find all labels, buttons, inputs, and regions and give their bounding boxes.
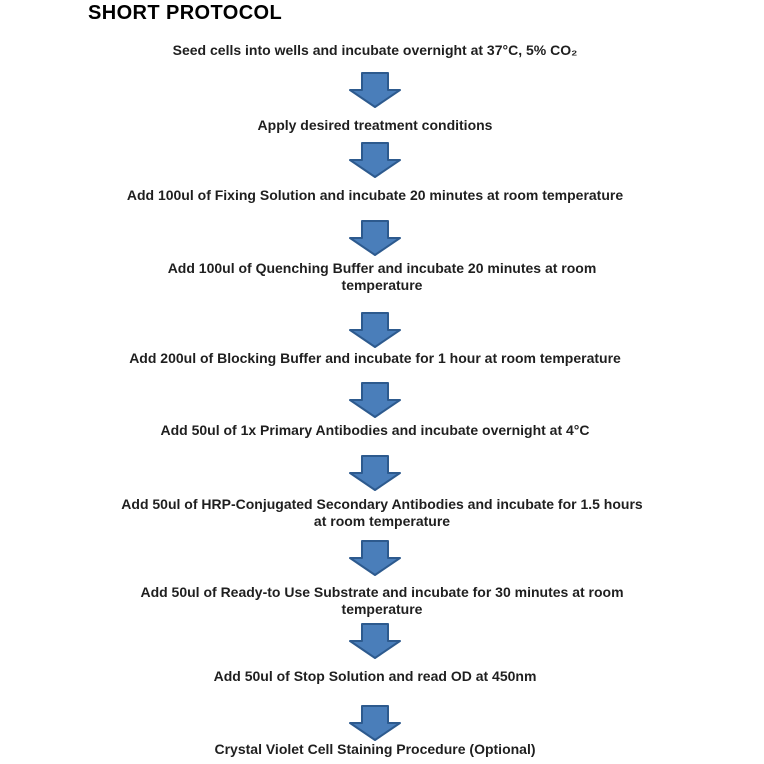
down-arrow-icon [349, 72, 401, 108]
down-arrow-icon [349, 540, 401, 576]
down-arrow-icon [349, 705, 401, 741]
down-arrow-icon [349, 220, 401, 256]
protocol-step-10: Crystal Violet Cell Staining Procedure (Optional) [214, 741, 536, 757]
down-arrow-icon [349, 455, 401, 491]
down-arrow-icon [349, 142, 401, 178]
protocol-step-7: Add 50ul of HRP-Conjugated Secondary Antibodies and incubate for 1.5 hours at room temperature [121, 496, 643, 529]
down-arrow-icon [349, 623, 401, 659]
protocol-step-9: Add 50ul of Stop Solution and read OD at 450nm [213, 668, 537, 684]
protocol-step-3: Add 100ul of Fixing Solution and incubate 20 minutes at room temperature [126, 187, 624, 203]
page-title: SHORT PROTOCOL [88, 2, 283, 24]
protocol-step-4: Add 100ul of Quenching Buffer and incubate 20 minutes at room temperature [167, 260, 597, 293]
protocol-step-8: Add 50ul of Ready-to Use Substrate and incubate for 30 minutes at room temperature [140, 584, 624, 617]
protocol-step-5: Add 200ul of Blocking Buffer and incubate for 1 hour at room temperature [129, 350, 621, 366]
protocol-step-1: Seed cells into wells and incubate overnight at 37°C, 5% CO₂ [172, 42, 578, 58]
down-arrow-icon [349, 382, 401, 418]
protocol-step-6: Add 50ul of 1x Primary Antibodies and incubate overnight at 4°C [160, 422, 590, 438]
down-arrow-icon [349, 312, 401, 348]
protocol-step-2: Apply desired treatment conditions [257, 117, 493, 133]
